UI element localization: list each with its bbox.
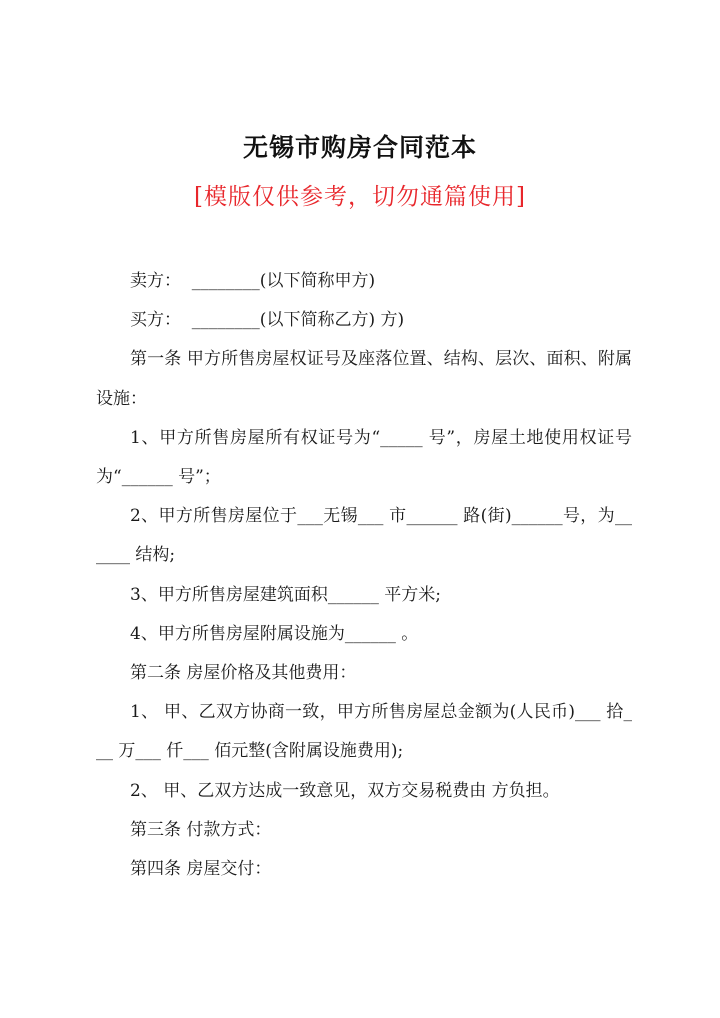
contract-body xyxy=(96,262,632,889)
article-1-item-4: 4、甲方所售房屋附属设施为______ 。 xyxy=(130,623,419,644)
seller-line: 卖方： ________(以下简称甲方) xyxy=(130,271,376,291)
buyer-line: 买方： ________(以下简称乙方) 方) xyxy=(130,310,405,331)
article-1-item-1: 1、甲方所售房屋所有权证号为“_____ 号”，房屋土地使用权证号为“______ 号”； xyxy=(96,427,632,488)
article-1-item-2: 2、甲方所售房屋位于___无锡___ 市______ 路(街)______号，为______ 结构; xyxy=(96,506,632,566)
article-3-heading: 第三条 付款方式： xyxy=(130,819,272,840)
article-4-heading: 第四条 房屋交付： xyxy=(130,859,272,880)
template-notice: [模版仅供参考，切勿通篇使用] xyxy=(194,184,526,210)
article-2-item-1: 1、 甲、乙双方协商一致，甲方所售房屋总金额为(人民币)___ 拾___ 万___ 仟___ 佰元整(含附属设施费用); xyxy=(96,702,632,762)
article-2-item-2: 2、 甲、乙双方达成一致意见，双方交易税费由 方负担。 xyxy=(130,780,560,801)
article-1-item-3: 3、甲方所售房屋建筑面积______ 平方米; xyxy=(130,584,441,605)
document-title: 无锡市购房合同范本 xyxy=(242,133,477,162)
article-2-heading: 第二条 房屋价格及其他费用： xyxy=(130,663,357,684)
article-1-heading: 第一条 甲方所售房屋权证号及座落位置、结构、层次、面积、附属设施： xyxy=(96,349,632,409)
